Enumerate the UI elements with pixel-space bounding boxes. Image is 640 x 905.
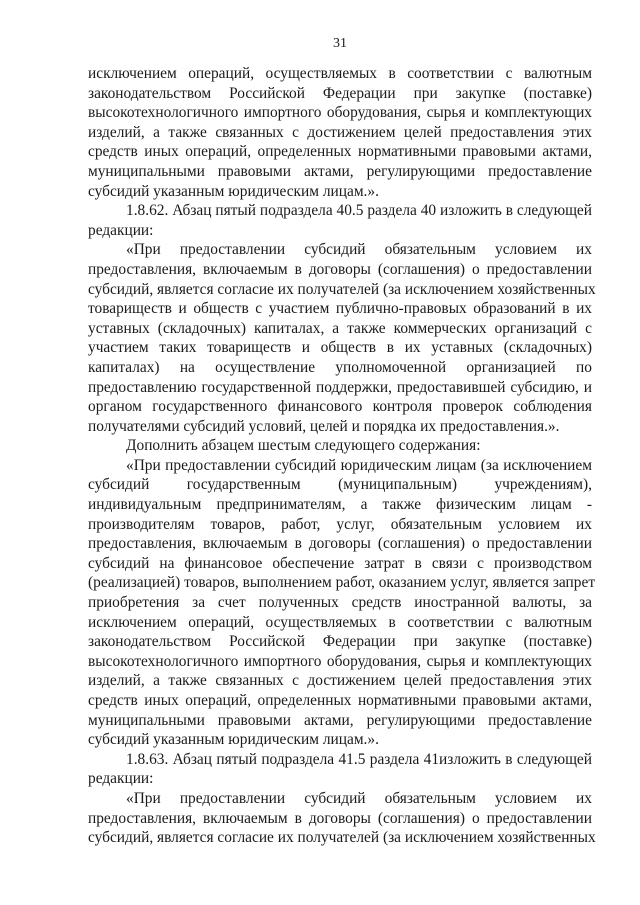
text-line: участием таких товариществ и обществ в их уставных (складочных) (88, 339, 592, 357)
text-line: изделий, а также связанных с достижением целей предоставления этих (88, 123, 592, 141)
text-line: «При предоставлении субсидий обязательным условием их (126, 241, 592, 259)
text-line: законодательством Российской Федерации при закупке (поставке) (88, 633, 592, 651)
paragraph-clause-1-8-62 (88, 201, 592, 240)
paragraph-instruction (88, 436, 592, 456)
text-line: изделий, а также связанных с достижением целей предоставления этих (88, 672, 592, 690)
text-line: капиталах) на осуществление уполномоченной организацией по (88, 358, 592, 376)
text-line: субсидий, является согласие их получателей (за исключением хозяйственных (88, 280, 596, 298)
text-line: (реализацией) товаров, выполнением работ, оказанием услуг, является запрет (88, 574, 596, 592)
text-line: предоставления, включаемым в договоры (соглашения) о предоставлении (88, 535, 592, 553)
text-line: муниципальными правовыми актами, регулирующими предоставление (88, 711, 592, 729)
paragraph-clause-1-8-63 (88, 750, 592, 789)
text-line: предоставления, включаемым в договоры (соглашения) о предоставлении (88, 260, 592, 278)
text-line: муниципальными правовыми актами, регулирующими предоставление (88, 162, 592, 180)
document-body (88, 64, 596, 848)
text-line: товариществ и обществ с участием публично-правовых образований в их (88, 300, 592, 318)
page-number: 31 (333, 36, 347, 51)
text-line: производителям товаров, работ, услуг, обязательным условием их (88, 515, 592, 533)
text-line: индивидуальным предпринимателям, а также физическим лицам - (88, 496, 592, 514)
text-line: 1.8.62. Абзац пятый подраздела 40.5 раздела 40 изложить в следующей (126, 202, 592, 220)
text-line: редакции: (88, 770, 154, 788)
text-line: получателями субсидий условий, целей и порядка их предоставления.». (88, 417, 560, 435)
text-line: «При предоставлении субсидий обязательным условием их (126, 789, 592, 807)
paragraph-continuation (88, 64, 592, 201)
text-line: исключением операций, осуществляемых в соответствии с валютным (88, 65, 592, 82)
text-line: субсидий указанным юридическим лицам.». (88, 182, 379, 200)
text-line: предоставлению государственной поддержки, предоставившей субсидию, и (88, 378, 592, 396)
text-line: средств иных операций, определенных нормативными правовыми актами, (88, 143, 592, 161)
text-line: предоставления, включаемым в договоры (соглашения) о предоставлении (88, 809, 592, 827)
text-line: «При предоставлении субсидий юридическим лицам (за исключением (126, 456, 592, 474)
text-line: средств иных операций, определенных нормативными правовыми актами, (88, 692, 592, 709)
text-line: субсидий государственным (муниципальным) учреждениям), (88, 476, 592, 494)
text-line: уставных (складочных) капиталах, а также коммерческих организаций с (88, 319, 592, 337)
paragraph-quoted-text (88, 456, 596, 750)
text-line: субсидий, является согласие их получателей (за исключением хозяйственных (88, 829, 596, 847)
text-line: субсидий на финансовое обеспечение затрат в связи с производством (88, 554, 592, 572)
text-line: исключением операций, осуществляемых в соответствии с валютным (88, 613, 592, 631)
text-line: приобретения за счет полученных средств иностранной валюты, за (88, 594, 592, 612)
text-line: редакции: (88, 221, 154, 239)
paragraph-quoted-text (88, 789, 596, 848)
text-line: 1.8.63. Абзац пятый подраздела 41.5 раздела 41изложить в следующей (126, 750, 592, 768)
text-line: органом государственного финансового контроля проверок соблюдения (88, 398, 592, 416)
text-line: высокотехнологичного импортного оборудования, сырья и комплектующих (88, 652, 592, 670)
paragraph-quoted-text (88, 240, 596, 436)
text-line: высокотехнологичного импортного оборудования, сырья и комплектующих (88, 104, 592, 122)
text-line: субсидий указанным юридическим лицам.». (88, 731, 379, 749)
text-line: законодательством Российской Федерации при закупке (поставке) (88, 84, 592, 102)
text-line: Дополнить абзацем шестым следующего содержания: (126, 437, 481, 455)
